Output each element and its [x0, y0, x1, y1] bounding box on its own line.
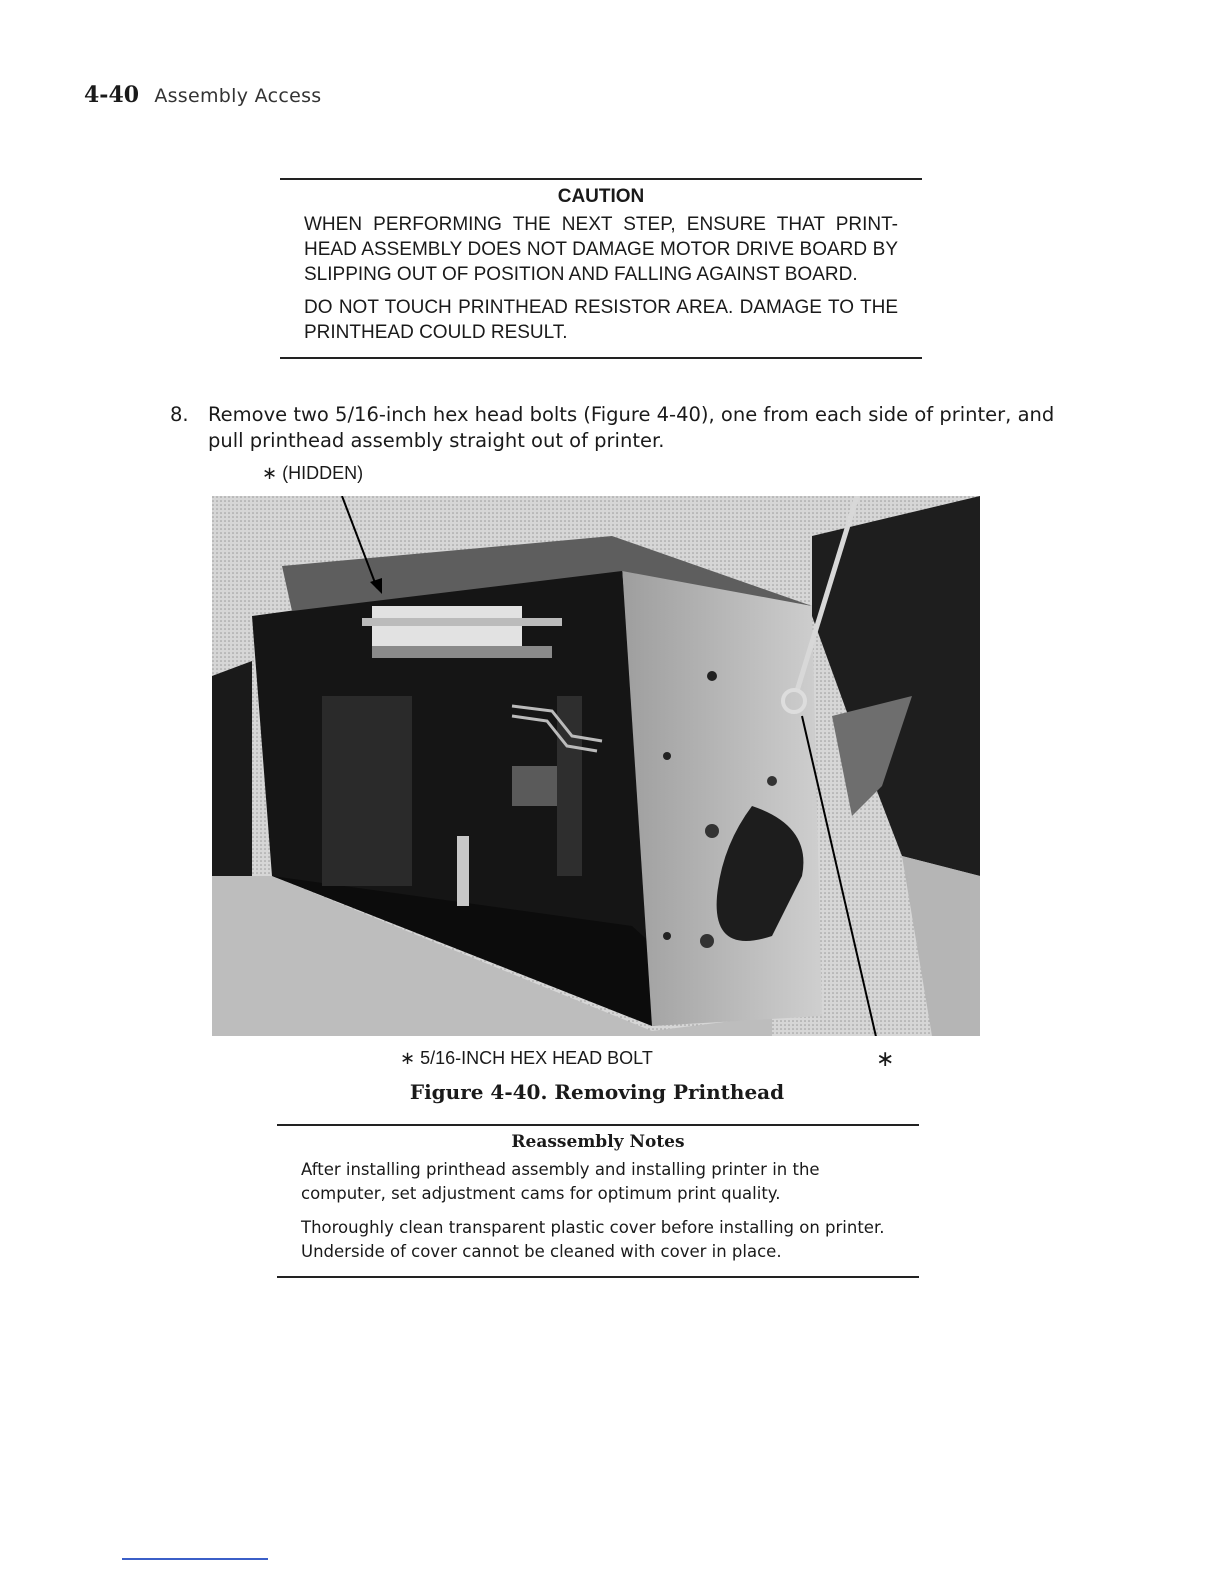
section-title: Assembly Access: [154, 85, 322, 107]
procedure-step: [170, 402, 1070, 454]
page-header: [84, 82, 321, 108]
step-number: 8.: [170, 403, 189, 426]
reassembly-paragraph-2: Thoroughly clean transparent plastic cover before installing on printer. Underside of cover cannot be cleaned with cover in place.: [301, 1218, 885, 1261]
bolt-callout-label: ∗ 5/16-INCH HEX HEAD BOLT: [400, 1048, 653, 1068]
caution-paragraph-2: DO NOT TOUCH PRINTHEAD RESISTOR AREA. DAMAGE TO THE PRINTHEAD COULD RESULT.: [304, 297, 898, 343]
caution-box: [280, 178, 922, 359]
reassembly-paragraph-1: After installing printhead assembly and installing printer in the computer, set adjustment cams for optimum print quality.: [301, 1160, 820, 1203]
reassembly-title: Reassembly Notes: [511, 1132, 685, 1152]
caution-title: CAUTION: [557, 186, 645, 207]
step-text: Remove two 5/16-inch hex head bolts (Figure 4-40), one from each side of printer, and pull printhead assembly straight out of printer.: [208, 403, 1055, 452]
reassembly-notes-box: [277, 1124, 919, 1278]
bolt-callout-asterisk: ∗: [876, 1046, 895, 1071]
page-number: 4-40: [84, 82, 140, 108]
caution-paragraph-1: WHEN PERFORMING THE NEXT STEP, ENSURE THAT PRINT-HEAD ASSEMBLY DOES NOT DAMAGE MOTOR DRIVE BOARD BY SLIPPING OUT OF POSITION AND FALLING AGAINST BOARD.: [304, 214, 898, 285]
figure-caption: Figure 4-40. Removing Printhead: [409, 1080, 785, 1104]
hidden-callout-label: ∗ (HIDDEN): [262, 463, 364, 483]
printhead-removal-photo: [212, 496, 980, 1036]
footer-rule: [122, 1558, 268, 1560]
